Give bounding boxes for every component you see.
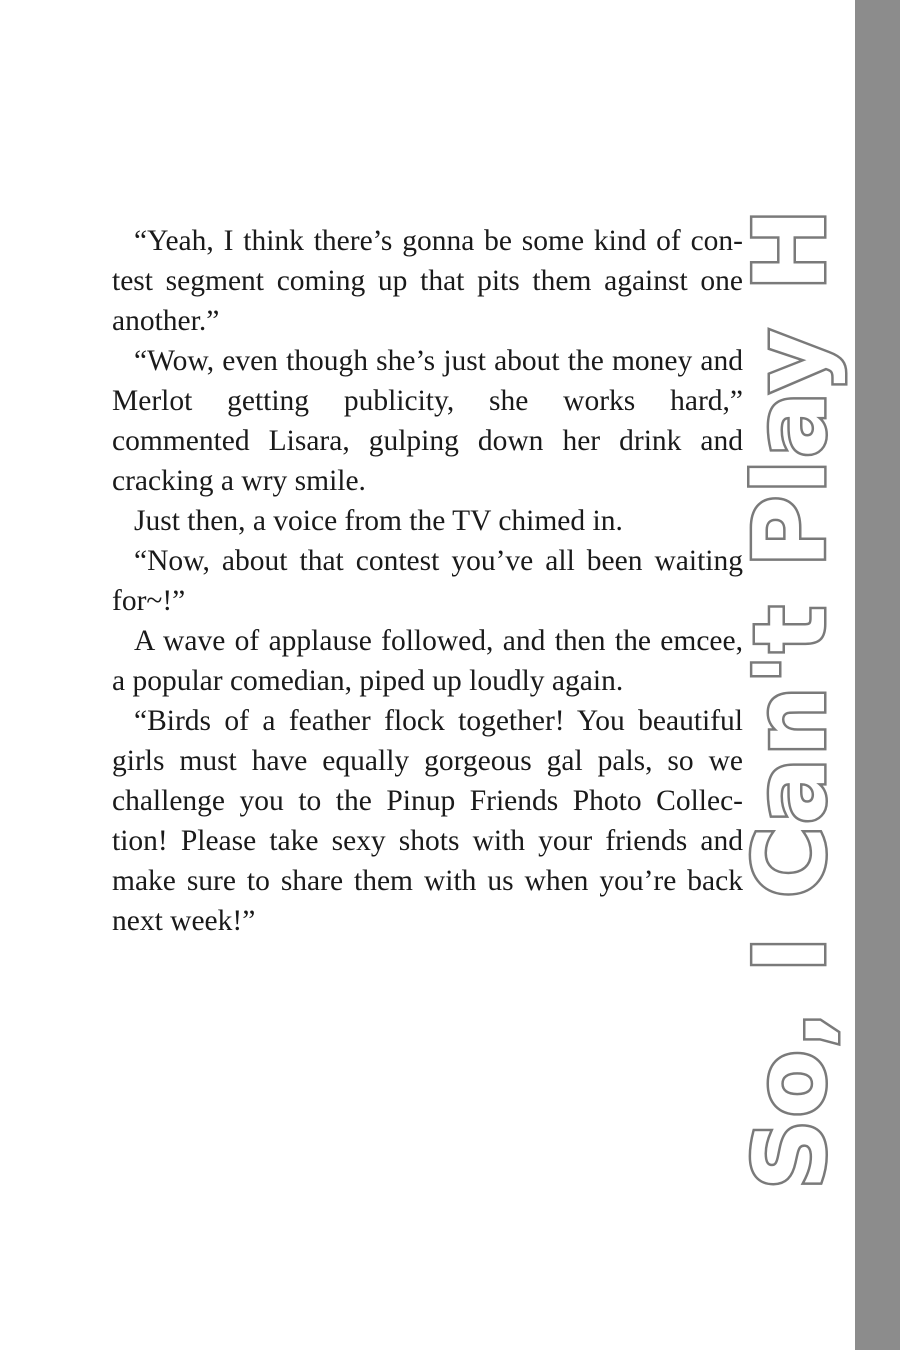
paragraph: “Yeah, I think there’s gonna be some kind of con-test segment coming up that pits them against one another.” (112, 225, 743, 337)
paragraph: “Now, about that contest you’ve all been waiting for~!” (112, 545, 743, 617)
body-text (112, 221, 743, 941)
paragraph: A wave of applause followed, and then the emcee, a popular comedian, piped up loudly again. (112, 625, 743, 697)
paragraph: Just then, a voice from the TV chimed in. (134, 505, 623, 537)
running-title-text: So, I Can't Play H (734, 206, 848, 1190)
running-title-svg (734, 30, 900, 1230)
paragraph: “Wow, even though she’s just about the money and Merlot getting publicity, she works hard,” commented Lisara, gulping down her drink and cracking a wry smile. (112, 345, 743, 497)
paragraph: “Birds of a feather flock together! You beautiful girls must have equally gorgeous gal pals, so we challenge you to the Pinup Friends Photo Collec-tion! Please take sexy shots with your friends and make sure to share them with us when you’re back next week!” (112, 705, 743, 937)
